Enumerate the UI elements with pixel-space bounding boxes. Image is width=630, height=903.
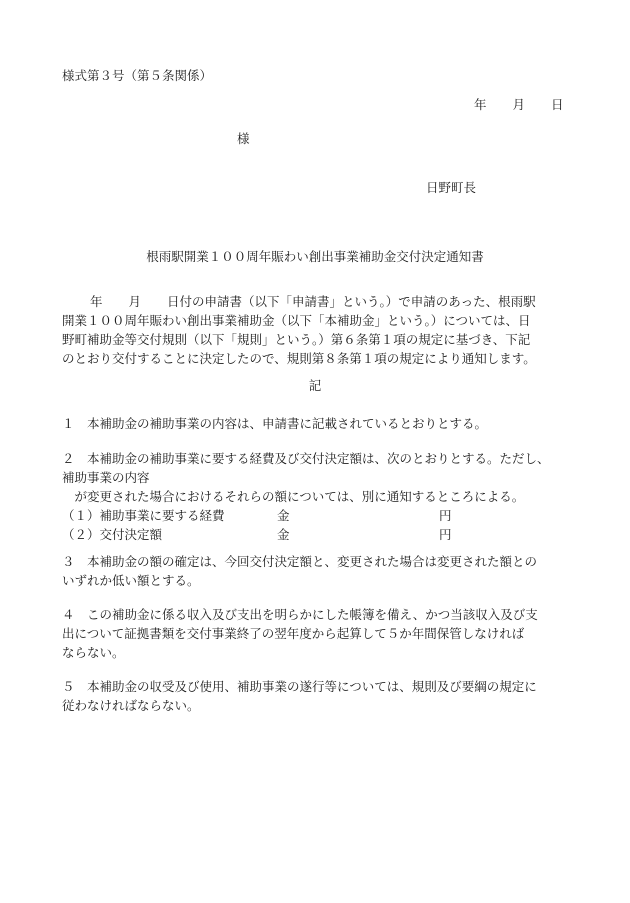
- amount-kin: 金: [277, 508, 290, 523]
- issuer: 日野町長: [426, 180, 477, 195]
- body-line-4: のとおり交付することに決定したので、規則第８条第１項の規定により通知します。: [62, 351, 536, 366]
- item-4: [62, 605, 538, 662]
- item-2-line-1: ２ 本補助金の補助事業に要する経費及び交付決定額は、次のとおりとする。ただし、: [62, 451, 550, 466]
- date-year: 年: [474, 97, 487, 112]
- body-paragraph: [62, 292, 536, 368]
- form-number: 様式第３号（第５条関係）: [62, 68, 213, 83]
- body-line-3: 野町補助金等交付規則（以下「規則」という。）第６条第１項の規定に基づき、下記: [62, 332, 531, 347]
- addressee: 様: [237, 131, 250, 146]
- item-3: [62, 552, 537, 590]
- item-1: [62, 414, 487, 433]
- amount-label: （１）補助事業に要する経費: [62, 508, 225, 523]
- item-4-line-2: 出について証拠書類を交付事業終了の翌年度から起算して５か年間保管しなければ: [62, 626, 525, 641]
- body-line-1-text: 日付の申請書（以下「申請書」という。）で申請のあった、根雨駅: [167, 294, 536, 309]
- amount-yen: 円: [439, 508, 452, 523]
- item-2-line-2: 補助事業の内容: [62, 470, 150, 485]
- amount-row-expenses: [62, 506, 550, 525]
- body-line-2: 開業１００周年賑わい創出事業補助金（以下「本補助金」という。）については、日: [62, 313, 531, 328]
- amount-yen: 円: [439, 527, 452, 542]
- item-5-line-2: 従わなければならない。: [62, 698, 200, 713]
- item-5: [62, 677, 537, 715]
- body-month: 月: [128, 294, 142, 309]
- amount-label: （２）交付決定額: [62, 527, 163, 542]
- item-3-line-2: いずれか低い額とする。: [62, 573, 200, 588]
- item-1-line: １ 本補助金の補助事業の内容は、申請書に記載されているとおりとする。: [62, 416, 488, 431]
- date-line: [474, 95, 564, 114]
- date-day: 日: [551, 97, 564, 112]
- item-4-line-3: ならない。: [62, 645, 125, 660]
- item-3-line-1: ３ 本補助金の額の確定は、今回交付決定額と、変更された場合は変更された額との: [62, 554, 538, 569]
- amount-row-decision: [62, 525, 550, 544]
- body-line-1: [62, 292, 536, 311]
- body-year: 年: [90, 294, 103, 309]
- date-month: 月: [512, 97, 526, 112]
- item-4-line-1: ４ この補助金に係る収入及び支出を明らかにした帳簿を備え、かつ当該収入及び支: [62, 607, 538, 622]
- item-5-line-1: ５ 本補助金の収受及び使用、補助事業の遂行等については、規則及び要綱の規定に: [62, 679, 537, 694]
- amount-kin: 金: [277, 527, 290, 542]
- item-2-line-3: が変更された場合におけるそれらの額については、別に通知するところによる。: [62, 489, 525, 504]
- ki-heading: 記: [308, 378, 322, 393]
- document-title: 根雨駅開業１００周年賑わい創出事業補助金交付決定通知書: [146, 249, 484, 264]
- item-2: [62, 449, 550, 544]
